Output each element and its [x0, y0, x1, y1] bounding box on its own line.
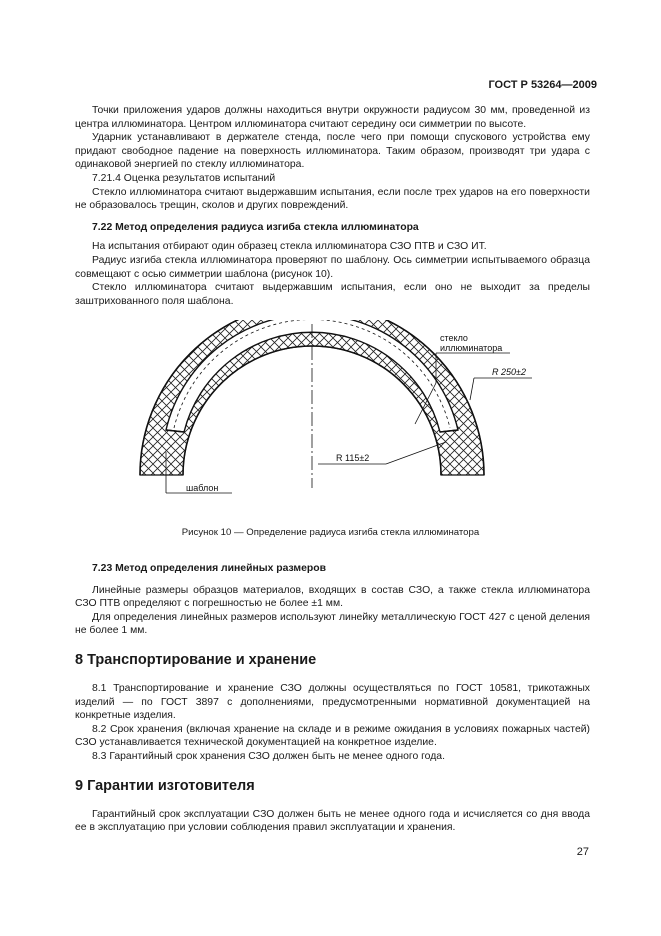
text-block-bottom: [75, 562, 590, 835]
paragraph: 8.3 Гарантийный срок хранения СЗО должен быть не менее одного года.: [92, 750, 445, 762]
paragraph: Гарантийный срок эксплуатации СЗО должен быть не менее одного года и исчисляется со дня ввода ее в эксплуатацию при условии соблюдения правил эксплуатации и хранения.: [75, 808, 590, 834]
section-heading-8: 8 Транспортирование и хранение: [75, 651, 317, 668]
page-number: 27: [576, 846, 589, 858]
outer-radius-label: R 250±2: [492, 367, 526, 377]
section-heading-9: 9 Гарантии изготовителя: [75, 777, 255, 794]
glass-label-line1: стекло: [440, 333, 468, 343]
paragraph: Радиус изгиба стекла иллюминатора проверяют по шаблону. Ось симметрии испытываемого образца совмещают с осью симметрии шаблона (рисунок 10).: [75, 254, 590, 280]
figure-10-diagram: [0, 320, 661, 510]
paragraph: Стекло иллюминатора считают выдержавшим испытания, если после трех ударов на его поверхности не образовалось трещин, сколов и других повреждений.: [75, 186, 590, 212]
standard-number: ГОСТ Р 53264—2009: [488, 79, 597, 91]
paragraph: Ударник устанавливают в держателе стенда, после чего при помощи спускового устройства ему придают свободное падение на поверхность иллюминатора. Таким образом, производят три удара с одинаковой энергией по стеклу иллюминатора.: [75, 132, 590, 171]
template-label: шаблон: [186, 483, 219, 493]
paragraph: 8.2 Срок хранения (включая хранение на складе и в режиме ожидания в условиях пожарных частей) СЗО устанавливается технической документацией на конкретное изделие.: [75, 723, 590, 749]
glass-label-line2: иллюминатора: [440, 343, 503, 353]
figure-caption: Рисунок 10 — Определение радиуса изгиба стекла иллюминатора: [181, 527, 480, 538]
paragraph: Для определения линейных размеров используют линейку металлическую ГОСТ 427 с ценой деления не более 1 мм.: [75, 611, 590, 637]
section-heading-7-22: 7.22 Метод определения радиуса изгиба стекла иллюминатора: [92, 221, 419, 233]
paragraph: На испытания отбирают один образец стекла иллюминатора СЗО ПТВ и СЗО ИТ.: [92, 241, 487, 253]
section-heading-7-23: 7.23 Метод определения линейных размеров: [92, 563, 326, 574]
paragraph: 8.1 Транспортирование и хранение СЗО должны осуществляться по ГОСТ 10581, трикотажных изделий — по ГОСТ 3897 с дополнениями, предусмотренными нормативной документацией на конкретные изделия.: [75, 682, 590, 722]
paragraph: Стекло иллюминатора считают выдержавшим испытания, если оно не выходит за пределы заштрихованного поля шаблона.: [75, 282, 590, 307]
text-block-top: [75, 104, 590, 308]
paragraph: Линейные размеры образцов материалов, входящих в состав СЗО, а также стекла иллюминатора СЗО ПТВ определяют с погрешностью не более ±1 мм.: [75, 584, 590, 610]
paragraph: Точки приложения ударов должны находиться внутри окружности радиусом 30 мм, проведенной из центра иллюминатора. Центром иллюминатора считают середину оси симметрии по высоте.: [75, 105, 590, 130]
inner-radius-label: R 115±2: [336, 453, 370, 463]
paragraph: 7.21.4 Оценка результатов испытаний: [92, 172, 276, 184]
